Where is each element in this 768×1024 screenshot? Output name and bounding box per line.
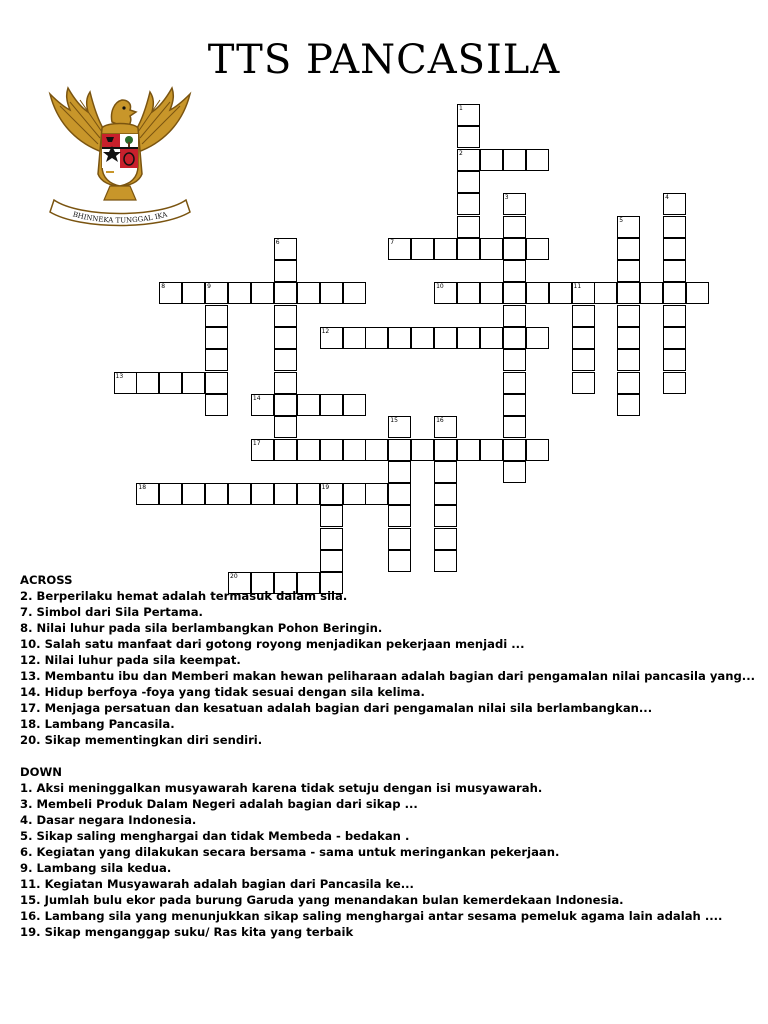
crossword-cell[interactable] xyxy=(343,327,366,349)
crossword-cell[interactable] xyxy=(434,439,457,461)
crossword-cell[interactable] xyxy=(526,282,549,304)
crossword-cell[interactable] xyxy=(388,528,411,550)
clue-number: 14 xyxy=(252,394,261,402)
crossword-cell[interactable] xyxy=(388,327,411,349)
clue-number: 18 xyxy=(138,484,147,492)
crossword-cell[interactable] xyxy=(617,216,640,238)
crossword-cell[interactable] xyxy=(320,439,343,461)
crossword-cell[interactable] xyxy=(320,282,343,304)
clue-number: 12 xyxy=(321,328,330,335)
clue-number: 10 xyxy=(436,283,444,291)
crossword-cell[interactable] xyxy=(365,439,388,461)
clue-number: 1 xyxy=(459,105,463,112)
crossword-cell[interactable] xyxy=(205,327,228,349)
crossword-cell[interactable] xyxy=(159,372,182,394)
crossword-cell[interactable] xyxy=(457,216,480,238)
emblem-motto: BHINNEKA TUNGGAL IKA xyxy=(71,210,169,225)
down-clue: 11. Kegiatan Musyawarah adalah bagian dari Pancasila ke... xyxy=(20,877,414,891)
crossword-cell[interactable] xyxy=(136,483,159,505)
crossword-cell[interactable] xyxy=(297,282,320,304)
crossword-cell[interactable] xyxy=(274,305,297,327)
crossword-cell[interactable] xyxy=(205,305,228,327)
crossword-cell[interactable] xyxy=(526,238,549,260)
crossword-cell[interactable] xyxy=(457,104,480,126)
down-clue: 6. Kegiatan yang dilakukan secara bersama - sama untuk meringankan pekerjaan. xyxy=(20,845,560,859)
crossword-cell[interactable] xyxy=(617,260,640,282)
across-clue: 10. Salah satu manfaat dari gotong royong menjadikan pekerjaan menjadi ... xyxy=(20,637,525,651)
clue-number: 8 xyxy=(161,283,166,291)
crossword-cell[interactable] xyxy=(297,394,320,416)
crossword-cell[interactable] xyxy=(572,282,595,304)
crossword-cell[interactable] xyxy=(365,327,388,349)
crossword-cell[interactable] xyxy=(320,550,343,572)
crossword-cell[interactable] xyxy=(159,483,182,505)
clue-number: 4 xyxy=(665,194,669,202)
crossword-cell[interactable] xyxy=(343,282,366,304)
clue-number: 2 xyxy=(459,149,463,157)
down-heading: DOWN xyxy=(20,765,62,779)
crossword-cell[interactable] xyxy=(274,394,297,416)
crossword-cell[interactable] xyxy=(617,305,640,327)
crossword-cell[interactable] xyxy=(274,282,297,304)
crossword-cell[interactable] xyxy=(663,305,686,327)
crossword-cell[interactable] xyxy=(388,238,411,260)
crossword-cell[interactable] xyxy=(663,349,686,371)
crossword-cell[interactable] xyxy=(182,372,205,394)
crossword-cell[interactable] xyxy=(320,327,343,349)
across-clue: 13. Membantu ibu dan Memberi makan hewan peliharaan adalah bagian dari pengamalan nilai pancasila yang... xyxy=(20,669,756,683)
crossword-cell[interactable] xyxy=(457,238,480,260)
crossword-cell[interactable] xyxy=(434,327,457,349)
down-clue: 15. Jumlah bulu ekor pada burung Garuda yang menandakan bulan kemerdekaan Indonesia. xyxy=(20,893,624,907)
crossword-cell[interactable] xyxy=(503,349,526,371)
crossword-cell[interactable] xyxy=(457,171,480,193)
crossword-cell[interactable] xyxy=(480,282,503,304)
crossword-cell[interactable] xyxy=(320,505,343,527)
crossword-cell[interactable] xyxy=(320,483,343,505)
down-clue: 3. Membeli Produk Dalam Negeri adalah bagian dari sikap ... xyxy=(20,797,418,811)
crossword-cell[interactable] xyxy=(434,528,457,550)
crossword-cell[interactable] xyxy=(663,327,686,349)
clue-number: 11 xyxy=(573,283,582,291)
clue-number: 19 xyxy=(321,484,330,492)
crossword-cell[interactable] xyxy=(114,372,137,394)
crossword-cell[interactable] xyxy=(663,260,686,282)
crossword-cell[interactable] xyxy=(640,282,663,304)
crossword-cell[interactable] xyxy=(457,149,480,171)
crossword-cell[interactable] xyxy=(274,260,297,282)
crossword-cell[interactable] xyxy=(205,483,228,505)
crossword-cell[interactable] xyxy=(343,439,366,461)
crossword-cell[interactable] xyxy=(503,216,526,238)
crossword-cell[interactable] xyxy=(549,282,572,304)
crossword-cell[interactable] xyxy=(297,439,320,461)
crossword-cell[interactable] xyxy=(686,282,709,304)
crossword-cell[interactable] xyxy=(251,282,274,304)
crossword-cell[interactable] xyxy=(205,372,228,394)
crossword-cell[interactable] xyxy=(388,439,411,461)
crossword-cell[interactable] xyxy=(594,282,617,304)
crossword-cell[interactable] xyxy=(434,550,457,572)
crossword-cell[interactable] xyxy=(343,394,366,416)
crossword-cell[interactable] xyxy=(388,550,411,572)
crossword-cell[interactable] xyxy=(434,282,457,304)
across-clue: 7. Simbol dari Sila Pertama. xyxy=(20,605,203,619)
crossword-cell[interactable] xyxy=(457,282,480,304)
across-heading: ACROSS xyxy=(20,573,73,587)
crossword-cell[interactable] xyxy=(411,327,434,349)
crossword-cell[interactable] xyxy=(159,282,182,304)
garuda-pancasila-emblem xyxy=(40,82,200,232)
down-clue: 19. Sikap menganggap suku/ Ras kita yang terbaik xyxy=(20,925,354,939)
crossword-cell[interactable] xyxy=(663,282,686,304)
crossword-cell[interactable] xyxy=(411,238,434,260)
crossword-cell[interactable] xyxy=(274,372,297,394)
crossword-cell[interactable] xyxy=(182,282,205,304)
crossword-cell[interactable] xyxy=(526,327,549,349)
crossword-cell[interactable] xyxy=(503,260,526,282)
crossword-cell[interactable] xyxy=(480,439,503,461)
down-clues xyxy=(20,780,760,940)
crossword-cell[interactable] xyxy=(274,439,297,461)
crossword-cell[interactable] xyxy=(205,349,228,371)
across-clue: 18. Lambang Pancasila. xyxy=(20,717,175,731)
crossword-cell[interactable] xyxy=(205,394,228,416)
crossword-cell[interactable] xyxy=(388,483,411,505)
crossword-cell[interactable] xyxy=(503,372,526,394)
down-clue: 16. Lambang sila yang menunjukkan sikap saling menghargai antar sesama pemeluk agama lain adalah .... xyxy=(20,909,723,923)
crossword-cell[interactable] xyxy=(251,483,274,505)
crossword-cell[interactable] xyxy=(136,372,159,394)
crossword-cell[interactable] xyxy=(320,528,343,550)
crossword-cell[interactable] xyxy=(503,238,526,260)
crossword-cell[interactable] xyxy=(274,483,297,505)
crossword-cell[interactable] xyxy=(365,483,388,505)
crossword-cell[interactable] xyxy=(503,305,526,327)
crossword-cell[interactable] xyxy=(503,461,526,483)
crossword-cell[interactable] xyxy=(274,238,297,260)
across-clue: 8. Nilai luhur pada sila berlambangkan Pohon Beringin. xyxy=(20,621,383,635)
crossword-cell[interactable] xyxy=(480,327,503,349)
crossword-cell[interactable] xyxy=(434,461,457,483)
crossword-cell[interactable] xyxy=(526,439,549,461)
crossword-cell[interactable] xyxy=(663,216,686,238)
across-clue: 12. Nilai luhur pada sila keempat. xyxy=(20,653,241,667)
crossword-cell[interactable] xyxy=(503,416,526,438)
crossword-cell[interactable] xyxy=(526,149,549,171)
clue-number: 13 xyxy=(115,372,124,380)
crossword-cell[interactable] xyxy=(572,327,595,349)
crossword-cell[interactable] xyxy=(274,349,297,371)
crossword-cell[interactable] xyxy=(572,372,595,394)
crossword-cell[interactable] xyxy=(457,126,480,148)
crossword-cell[interactable] xyxy=(182,483,205,505)
crossword-cell[interactable] xyxy=(320,394,343,416)
crossword-cell[interactable] xyxy=(503,149,526,171)
crossword-cell[interactable] xyxy=(503,394,526,416)
crossword-cell[interactable] xyxy=(434,416,457,438)
across-clue: 14. Hidup berfoya -foya yang tidak sesuai dengan sila kelima. xyxy=(20,685,425,699)
clue-number: 3 xyxy=(504,194,509,202)
crossword-cell[interactable] xyxy=(503,439,526,461)
clue-number: 16 xyxy=(436,417,444,425)
crossword-cell[interactable] xyxy=(228,483,251,505)
crossword-cell[interactable] xyxy=(663,193,686,215)
crossword-cell[interactable] xyxy=(434,483,457,505)
crossword-cell[interactable] xyxy=(457,439,480,461)
crossword-cell[interactable] xyxy=(251,439,274,461)
crossword-cell[interactable] xyxy=(388,416,411,438)
crossword-cell[interactable] xyxy=(503,327,526,349)
crossword-cell[interactable] xyxy=(251,394,274,416)
across-clues xyxy=(20,588,760,748)
crossword-cell[interactable] xyxy=(434,505,457,527)
crossword-cell[interactable] xyxy=(457,193,480,215)
crossword-cell[interactable] xyxy=(205,282,228,304)
clue-number: 5 xyxy=(619,216,624,224)
crossword-cell[interactable] xyxy=(617,349,640,371)
clue-number: 9 xyxy=(207,283,211,291)
crossword-cell[interactable] xyxy=(274,327,297,349)
crossword-cell[interactable] xyxy=(343,483,366,505)
clue-number: 6 xyxy=(275,238,280,246)
clue-number: 20 xyxy=(230,573,238,581)
crossword-cell[interactable] xyxy=(572,349,595,371)
down-clue: 5. Sikap saling menghargai dan tidak Membeda - bedakan . xyxy=(20,829,410,843)
crossword-cell[interactable] xyxy=(503,282,526,304)
crossword-cell[interactable] xyxy=(297,483,320,505)
across-clue: 17. Menjaga persatuan dan kesatuan adalah bagian dari pengamalan nilai sila berlambangkan... xyxy=(20,701,653,715)
crossword-cell[interactable] xyxy=(434,238,457,260)
crossword-cell[interactable] xyxy=(388,505,411,527)
crossword-cell[interactable] xyxy=(503,193,526,215)
clue-number: 17 xyxy=(252,439,261,447)
crossword-cell[interactable] xyxy=(617,372,640,394)
down-clue: 1. Aksi meninggalkan musyawarah karena tidak setuju dengan isi musyawarah. xyxy=(20,781,543,795)
clue-number: 7 xyxy=(390,238,395,246)
crossword-cell[interactable] xyxy=(457,327,480,349)
crossword-cell[interactable] xyxy=(274,416,297,438)
crossword-cell[interactable] xyxy=(480,149,503,171)
crossword-cell[interactable] xyxy=(388,461,411,483)
crossword-cell[interactable] xyxy=(663,238,686,260)
crossword-cell[interactable] xyxy=(617,238,640,260)
down-clue: 4. Dasar negara Indonesia. xyxy=(20,813,197,827)
page-title: TTS PANCASILA xyxy=(207,37,561,83)
crossword-cell[interactable] xyxy=(617,394,640,416)
crossword-cell[interactable] xyxy=(411,439,434,461)
across-clue: 2. Berperilaku hemat adalah termasuk dalam sila. xyxy=(20,589,348,603)
crossword-cell[interactable] xyxy=(617,282,640,304)
clue-number: 15 xyxy=(390,417,398,425)
crossword-cell[interactable] xyxy=(572,305,595,327)
clue-list xyxy=(20,572,760,940)
crossword-cell[interactable] xyxy=(663,372,686,394)
crossword-cell[interactable] xyxy=(480,238,503,260)
crossword-cell[interactable] xyxy=(617,327,640,349)
across-clue: 20. Sikap mementingkan diri sendiri. xyxy=(20,733,263,747)
down-clue: 9. Lambang sila kedua. xyxy=(20,861,172,875)
crossword-cell[interactable] xyxy=(228,282,251,304)
